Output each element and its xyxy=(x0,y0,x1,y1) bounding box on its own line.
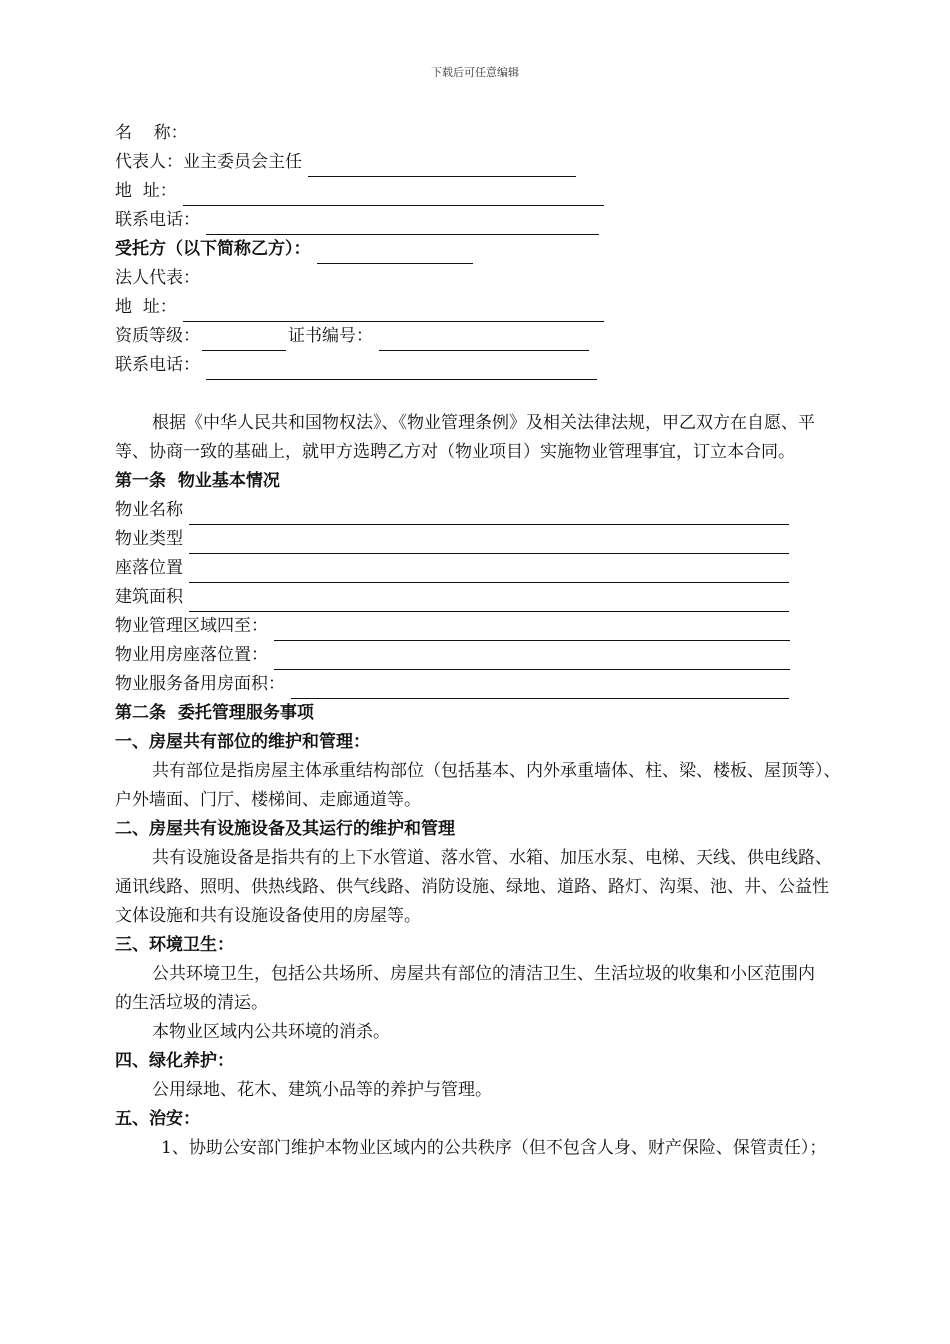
section-4-title-row xyxy=(115,1047,855,1076)
reserve-room-area-field[interactable] xyxy=(291,676,789,699)
section-3-title-row xyxy=(115,931,855,960)
article-2-title-row xyxy=(115,699,855,728)
party-b-certificate-field[interactable] xyxy=(379,328,589,351)
property-location-label: 座落位置 xyxy=(115,558,183,578)
management-boundary-field[interactable] xyxy=(274,618,790,641)
intro-paragraph: 根据《中华人民共和国物权法》、《物业管理条例》及相关法律法规，甲乙双方在自愿、平等、协商一致的基础上，就甲方选聘乙方对（物业项目）实施物业管理事宜，订立本合同。 xyxy=(115,413,815,462)
section-3-text-2: 本物业区域内公共环境的消杀。 xyxy=(152,1022,390,1042)
party-b-phone-row xyxy=(115,351,855,380)
party-a-address-label: 地 址： xyxy=(115,181,177,201)
section-2-title-row xyxy=(115,815,855,844)
party-b-address-row xyxy=(115,293,855,322)
article-1-field-row xyxy=(115,583,855,612)
section-4-text: 公用绿地、花木、建筑小品等的养护与管理。 xyxy=(152,1080,492,1100)
article-1-field-row xyxy=(115,525,855,554)
section-1-title: 一、房屋共有部位的维护和管理： xyxy=(115,732,370,752)
party-b-qualification-row xyxy=(115,322,855,351)
article-1-field-row xyxy=(115,554,855,583)
section-5-title-row xyxy=(115,1105,855,1134)
party-a-rep-row xyxy=(115,148,855,177)
party-b-phone-field[interactable] xyxy=(206,357,597,380)
party-b-qualification-field[interactable] xyxy=(202,328,286,351)
party-b-title-row xyxy=(115,235,855,264)
party-b-title: 受托方（以下简称乙方）： xyxy=(115,239,311,259)
property-type-label: 物业类型 xyxy=(115,529,183,549)
party-a-phone-label: 联系电话： xyxy=(115,210,200,230)
party-b-address-field[interactable] xyxy=(183,299,604,322)
party-b-legal-rep-row xyxy=(115,264,855,293)
property-office-location-field[interactable] xyxy=(274,647,790,670)
section-1-text: 共有部位是指房屋主体承重结构部位（包括基本、内外承重墙体、柱、梁、楼板、屋顶等）、户外墙面、门厅、楼梯间、走廊通道等。 xyxy=(115,761,841,810)
building-area-label: 建筑面积 xyxy=(115,587,183,607)
party-a-address-field[interactable] xyxy=(183,183,604,206)
party-b-phone-label: 联系电话： xyxy=(115,355,200,375)
article-1-field-row xyxy=(115,496,855,525)
section-5-text: 1、协助公安部门维护本物业区域内的公共秩序（但不包含人身、财产保险、保管责任）； xyxy=(161,1138,827,1158)
party-a-phone-row xyxy=(115,206,855,235)
section-2-title: 二、房屋共有设施设备及其运行的维护和管理 xyxy=(115,819,455,839)
reserve-room-area-label: 物业服务备用房面积： xyxy=(115,674,285,694)
party-a-phone-field[interactable] xyxy=(206,212,599,235)
property-name-label: 物业名称 xyxy=(115,500,183,520)
section-3-title: 三、环境卫生： xyxy=(115,935,234,955)
section-1-title-row xyxy=(115,728,855,757)
property-type-field[interactable] xyxy=(189,531,789,554)
party-b-qualification-label: 资质等级： xyxy=(115,326,200,346)
section-3-text-1: 公共环境卫生，包括公共场所、房屋共有部位的清洁卫生、生活垃圾的收集和小区范围内的生活垃圾的清运。 xyxy=(115,964,815,1013)
article-2-title: 第二条 委托管理服务事项 xyxy=(115,703,314,723)
party-b-legal-rep-label: 法人代表： xyxy=(115,268,200,288)
management-boundary-label: 物业管理区域四至： xyxy=(115,616,268,636)
section-2-text: 共有设施设备是指共有的上下水管道、落水管、水箱、加压水泵、电梯、天线、供电线路、通讯线路、照明、供热线路、供气线路、消防设施、绿地、道路、路灯、沟渠、池、井、公益性文体设施和共有设施设备使用的房屋等。 xyxy=(115,848,832,926)
party-a-rep-field[interactable] xyxy=(308,154,576,177)
property-name-field[interactable] xyxy=(189,502,789,525)
property-office-location-label: 物业用房座落位置： xyxy=(115,645,268,665)
property-location-field[interactable] xyxy=(189,560,789,583)
article-1-field-row xyxy=(115,641,855,670)
party-a-rep-label: 代表人：业主委员会主任 xyxy=(115,152,302,172)
section-5-title: 五、治安： xyxy=(115,1109,200,1129)
party-a-name-row xyxy=(115,119,855,148)
article-1-field-row xyxy=(115,612,855,641)
party-a-address-row xyxy=(115,177,855,206)
article-1-title-row xyxy=(115,467,855,496)
party-b-certificate-label: 证书编号： xyxy=(288,326,373,346)
section-4-title: 四、绿化养护： xyxy=(115,1051,234,1071)
party-b-name-field[interactable] xyxy=(317,241,473,264)
building-area-field[interactable] xyxy=(189,589,789,612)
header-watermark: 下载后可任意编辑 xyxy=(431,66,519,79)
article-1-title: 第一条 物业基本情况 xyxy=(115,471,280,491)
party-a-name-label: 名 称： xyxy=(115,123,188,143)
party-b-address-label: 地 址： xyxy=(115,297,177,317)
contract-body xyxy=(115,119,855,1163)
article-1-field-row xyxy=(115,670,855,699)
